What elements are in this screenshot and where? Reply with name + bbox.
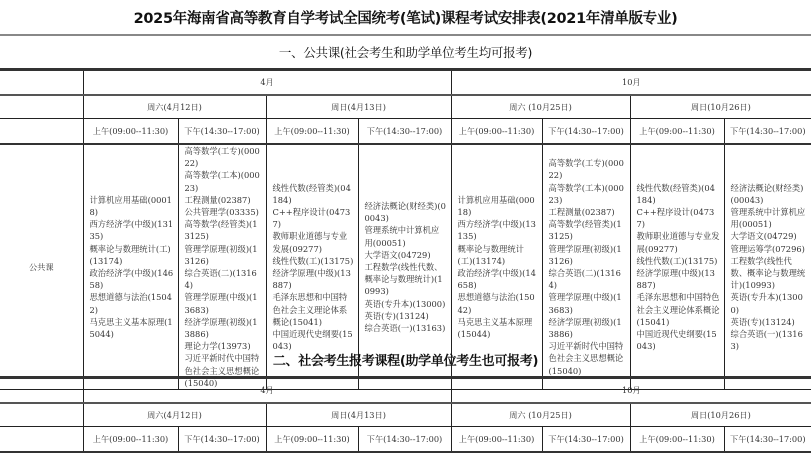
section1-heading: 一、公共课(社会考生和助学单位考生均可报考) <box>0 36 811 70</box>
course-item: 管理学原理(初级)(13126) <box>548 243 622 266</box>
course-item: 政治经济学(中级)(14658) <box>89 268 174 291</box>
session-am: 上午(09:00--11:30) <box>266 119 358 145</box>
session-pm: 下午(14:30--17:00) <box>724 119 811 145</box>
session-am: 上午(09:00--11:30) <box>83 427 178 453</box>
month-april: 4月 <box>83 378 451 403</box>
course-item: 思想道德与法治(15042) <box>457 292 535 315</box>
course-item: 工程测量(02387) <box>548 207 615 218</box>
session-pm: 下午(14:30--17:00) <box>178 427 266 453</box>
course-item: 综合英语(二)(13164) <box>184 268 257 291</box>
day-apr12: 周六(4月12日) <box>83 403 266 427</box>
session-pm: 下午(14:30--17:00) <box>724 427 811 453</box>
day-oct26: 周日(10月26日) <box>630 403 811 427</box>
course-item: 经济学原理(中级)(13887) <box>636 268 715 291</box>
course-item: 工程数学(线性代数、概率论与数理统计)(10993) <box>364 261 443 297</box>
course-item: 习近平新时代中国特色社会主义思想概论(15040) <box>184 353 260 388</box>
course-item: 毛泽东思想和中国特色社会主义理论体系概论(15041) <box>636 292 720 327</box>
course-item: 经济法概论(财经类)(00043) <box>364 200 446 224</box>
month-april: 4月 <box>83 70 451 95</box>
course-item: 线性代数(经管类)(04184) <box>636 182 715 205</box>
day-oct26: 周日(10月26日) <box>630 95 811 119</box>
course-item: 高等数学(工本)(00023) <box>184 170 260 193</box>
course-item: 计算机应用基础(00018) <box>457 194 535 218</box>
course-item: 大学语文(04729) <box>730 231 797 242</box>
course-item: 大学语文(04729) <box>364 249 431 260</box>
course-item: 中国近现代史纲要(15043) <box>636 329 717 352</box>
corner-cell <box>0 95 83 119</box>
course-item: 线性代数(工)(13175) <box>636 255 718 266</box>
course-item: 政治经济学(中级)(14658) <box>457 268 536 291</box>
course-item: 高等数学(工本)(00023) <box>548 182 624 205</box>
session-pm: 下午(14:30--17:00) <box>542 427 630 453</box>
course-item: 工程数学(线性代数、概率论与数理统计)(10993) <box>730 255 806 291</box>
course-item: 线性代数(经管类)(04184) <box>272 182 351 205</box>
course-item: 管理系统中计算机应用(00051) <box>364 225 440 248</box>
course-item: 管理学原理(中级)(13683) <box>184 292 258 315</box>
corner-cell <box>0 427 83 453</box>
course-item: 马克思主义基本原理(15044) <box>89 316 173 340</box>
day-oct25: 周六 (10月25日) <box>451 403 630 427</box>
day-apr13: 周日(4月13日) <box>266 403 451 427</box>
course-item: 高等数学(经管类)(13125) <box>548 219 622 242</box>
course-item: 综合英语(二)(13164) <box>548 268 621 291</box>
section2-heading: 二、社会考生报考课程(助学单位考生也可报考) <box>0 342 811 378</box>
course-item: 经济学原理(初级)(13886) <box>548 316 622 340</box>
course-item: 综合英语(一)(13163) <box>364 322 446 333</box>
corner-cell <box>0 70 83 95</box>
course-item: 综合英语(一)(13163) <box>730 329 803 352</box>
course-item: 英语(专升本)(13000) <box>364 298 446 309</box>
corner-cell <box>0 119 83 145</box>
session-am: 上午(09:00--11:30) <box>630 119 724 145</box>
session-pm: 下午(14:30--17:00) <box>178 119 266 145</box>
course-item: C++程序设计(04737) <box>272 207 351 230</box>
course-item: 线性代数(工)(13175) <box>272 255 354 266</box>
session-am: 上午(09:00--11:30) <box>451 427 542 453</box>
course-item: 英语(专升本)(13000) <box>730 292 803 315</box>
course-item: 毛泽东思想和中国特色社会主义理论体系概论(15041) <box>272 292 348 327</box>
course-item: 马克思主义基本原理(15044) <box>457 316 533 340</box>
course-item: 习近平新时代中国特色社会主义思想概论(15040) <box>548 341 624 376</box>
course-item: 概率论与数理统计(工)(13174) <box>457 243 524 266</box>
corner-cell <box>0 403 83 427</box>
course-item: 计算机应用基础(00018) <box>89 194 172 218</box>
course-item: 理论力学(13973) <box>184 341 251 352</box>
course-item: 公共管理学(03335) <box>184 207 259 218</box>
session-pm: 下午(14:30--17:00) <box>358 427 451 453</box>
course-item: 教师职业道德与专业发展(09277) <box>272 231 348 254</box>
corner-cell <box>0 378 83 403</box>
day-oct25: 周六 (10月25日) <box>451 95 630 119</box>
course-item: 高等数学(经管类)(13125) <box>184 219 258 242</box>
day-apr12: 周六(4月12日) <box>83 95 266 119</box>
course-item: 经济法概论(财经类)(00043) <box>730 182 804 205</box>
day-apr13: 周日(4月13日) <box>266 95 451 119</box>
session-am: 上午(09:00--11:30) <box>266 427 358 453</box>
document-title: 2025年海南省高等教育自学考试全国统考(笔试)课程考试安排表(2021年清单版专业) <box>0 0 811 36</box>
row-label-public-courses: 公共课 <box>0 144 83 390</box>
course-item: 经济学原理(初级)(13886) <box>184 316 258 340</box>
month-october: 10月 <box>451 70 811 95</box>
session-pm: 下午(14:30--17:00) <box>542 119 630 145</box>
course-item: 管理学原理(初级)(13126) <box>184 243 258 266</box>
course-item: 经济学原理(中级)(13887) <box>272 268 351 291</box>
course-item: 西方经济学(中级)(13135) <box>89 219 174 242</box>
course-item: 思想道德与法治(15042) <box>89 292 172 315</box>
course-item: 高等数学(工专)(00022) <box>184 146 260 169</box>
course-item: 高等数学(工专)(00022) <box>548 158 624 181</box>
course-item: 英语(专)(13124) <box>364 310 429 321</box>
course-item: 管理运筹学(07296) <box>730 243 805 254</box>
session-am: 上午(09:00--11:30) <box>451 119 542 145</box>
course-item: 工程测量(02387) <box>184 194 251 205</box>
course-item: 中国近现代史纲要(15043) <box>272 329 353 352</box>
course-item: 西方经济学(中级)(13135) <box>457 219 536 242</box>
session-pm: 下午(14:30--17:00) <box>358 119 451 145</box>
course-item: 英语(专)(13124) <box>730 316 795 327</box>
session-am: 上午(09:00--11:30) <box>630 427 724 453</box>
month-october: 10月 <box>451 378 811 403</box>
course-item: 概率论与数理统计(工)(13174) <box>89 243 171 266</box>
section2-schedule-table <box>0 377 811 453</box>
session-am: 上午(09:00--11:30) <box>83 119 178 145</box>
course-item: 管理系统中计算机应用(00051) <box>730 207 806 230</box>
course-item: 教师职业道德与专业发展(09277) <box>636 231 720 254</box>
course-item: C++程序设计(04737) <box>636 207 715 230</box>
course-item: 管理学原理(中级)(13683) <box>548 292 622 315</box>
